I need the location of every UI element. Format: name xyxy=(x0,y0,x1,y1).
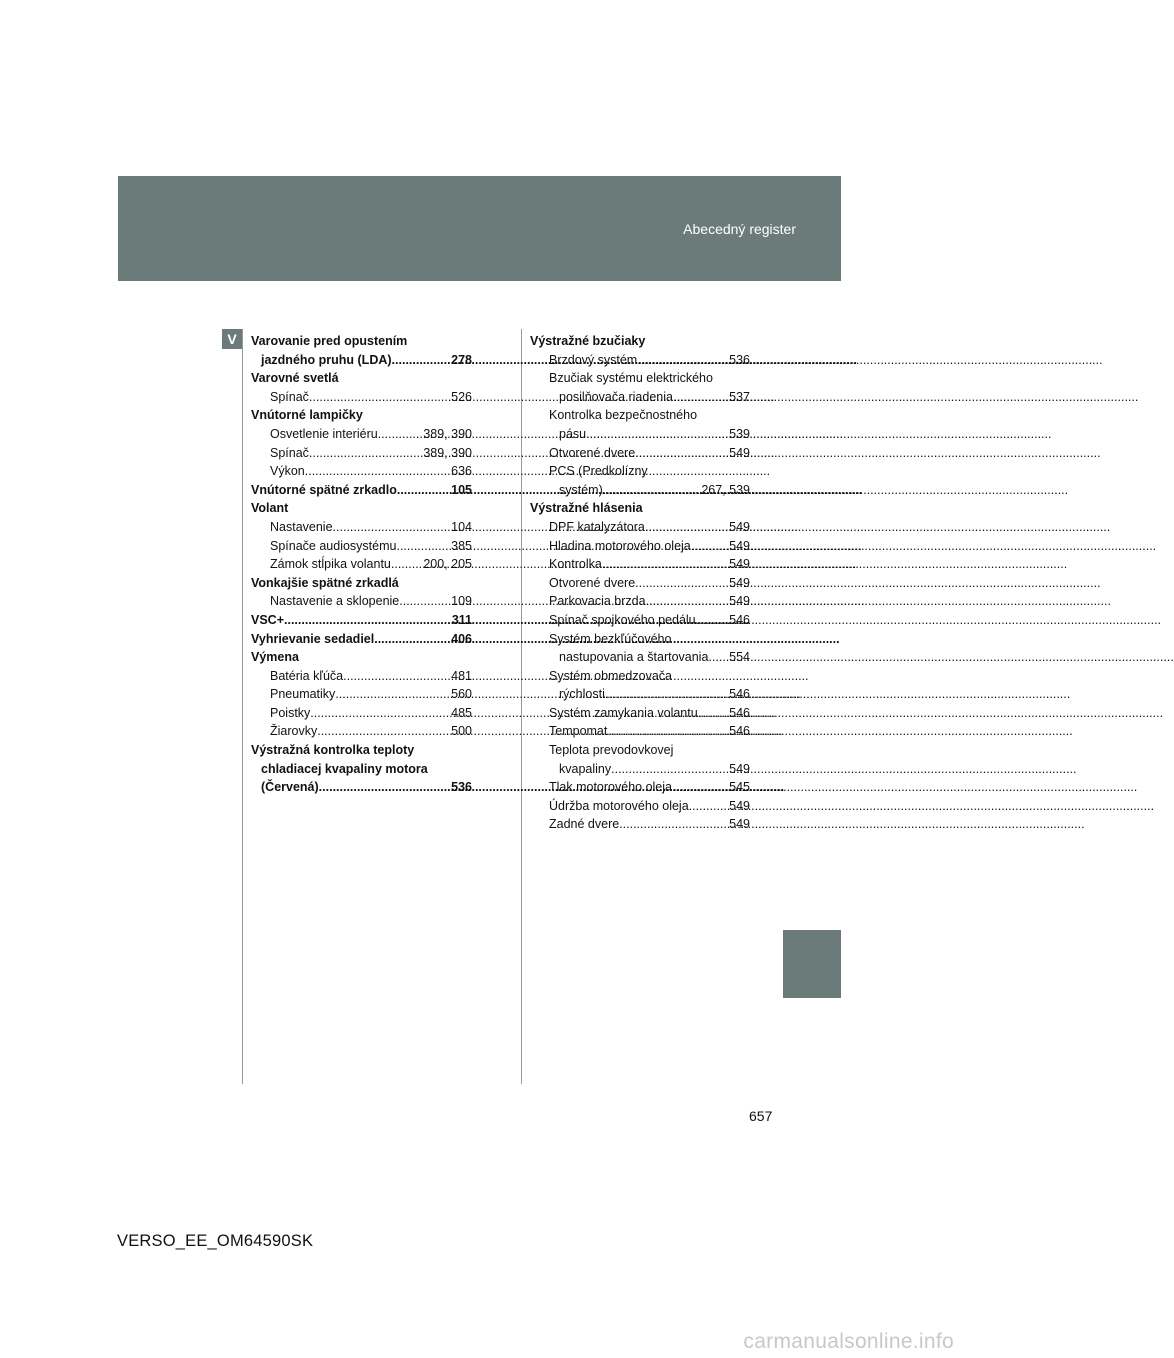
index-entry xyxy=(530,722,750,741)
dot-leader xyxy=(284,611,452,630)
index-column-left xyxy=(251,332,472,797)
index-entry xyxy=(251,555,472,574)
chapter-thumb-tab xyxy=(783,930,841,998)
index-entry-label: jazdného pruhu (LDA) xyxy=(261,352,392,367)
dot-leader xyxy=(645,518,729,537)
dot-leader xyxy=(378,425,424,444)
dot-leader xyxy=(619,815,729,834)
index-entry-label: Varovné svetlá xyxy=(251,371,339,386)
index-entry xyxy=(251,537,472,556)
index-entry xyxy=(251,760,472,779)
index-entry xyxy=(251,722,472,741)
index-entry-label: Systém zamykania volantu xyxy=(549,705,698,720)
index-entry-page: 105 xyxy=(451,482,472,497)
index-entry-label: Batéria kľúča xyxy=(270,668,344,683)
index-entry-page: 549 xyxy=(729,538,750,553)
index-entry xyxy=(530,369,750,388)
index-entry xyxy=(530,685,750,704)
index-letter-badge: V xyxy=(222,329,242,349)
index-entry-label: Volant xyxy=(251,501,289,516)
index-entry xyxy=(530,574,750,593)
index-entry-label: nastupovania a štartovania xyxy=(559,650,709,665)
header-band xyxy=(118,176,841,281)
index-entry-page: 549 xyxy=(729,557,750,572)
index-entry-label: Výstražné hlásenia xyxy=(530,501,643,516)
index-entry-label: Vnútorné spätné zrkadlo xyxy=(251,482,397,497)
index-entry-label: Pneumatiky xyxy=(270,687,336,702)
index-column-right xyxy=(530,332,750,834)
index-entry xyxy=(251,332,472,351)
dot-leader xyxy=(691,537,729,556)
index-entry-label: pásu xyxy=(559,426,587,441)
index-entry-label: Spínač xyxy=(270,445,309,460)
index-entry-page: 549 xyxy=(729,798,750,813)
dot-leader xyxy=(637,351,729,370)
dot-leader xyxy=(646,592,730,611)
dot-leader xyxy=(602,555,729,574)
dot-leader xyxy=(396,537,451,556)
index-entry-label: systém) xyxy=(559,482,603,497)
dot-leader xyxy=(673,388,729,407)
index-entry-page: 536 xyxy=(451,780,472,795)
index-entry-page: 536 xyxy=(729,352,750,367)
index-entry-page: 549 xyxy=(729,594,750,609)
index-entry xyxy=(530,760,750,779)
dot-leader xyxy=(607,722,729,741)
index-entry-label: Osvetlenie interiéru xyxy=(270,426,378,441)
index-entry xyxy=(251,369,472,388)
index-entry xyxy=(530,778,750,797)
page-number: 657 xyxy=(749,1108,773,1124)
index-entry xyxy=(251,592,472,611)
index-entry-label: posilňovača riadenia xyxy=(559,389,673,404)
index-entry-label: Výstražné bzučiaky xyxy=(530,334,646,348)
index-entry-label: chladiacej kvapaliny motora xyxy=(261,761,428,776)
index-entry-page: 554 xyxy=(729,650,750,665)
index-entry-label: Parkovacia brzda xyxy=(549,594,646,609)
watermark: carmanualsonline.info xyxy=(743,1330,954,1353)
index-entry-label: Varovanie pred opustením xyxy=(251,334,408,348)
index-entry-page: 545 xyxy=(729,780,750,795)
index-entry-label: Vnútorné lampičky xyxy=(251,408,363,423)
index-entry-label: (Červená) xyxy=(261,780,319,795)
index-entry-label: Výkon xyxy=(270,464,305,479)
index-entry-page: 500 xyxy=(451,724,472,739)
dot-leader xyxy=(611,760,729,779)
index-entry xyxy=(530,351,750,370)
dot-leader xyxy=(672,778,729,797)
dot-leader xyxy=(399,592,451,611)
dot-leader xyxy=(698,704,729,723)
dot-leader xyxy=(309,444,423,463)
index-entry-page: 549 xyxy=(729,519,750,534)
index-entry xyxy=(530,537,750,556)
index-entry-label: Kontrolka xyxy=(549,557,602,572)
index-entry xyxy=(251,778,472,797)
index-entry-page: 546 xyxy=(729,612,750,627)
dot-leader xyxy=(374,630,451,649)
left-column-rule xyxy=(242,329,243,1084)
index-entry-label: Zámok stĺpika volantu xyxy=(270,557,391,572)
index-entry xyxy=(251,741,472,760)
dot-leader xyxy=(392,351,452,370)
index-entry xyxy=(251,462,472,481)
index-entry-page: 406 xyxy=(451,631,472,646)
index-entry xyxy=(530,611,750,630)
index-entry-label: Nastavenie a sklopenie xyxy=(270,594,400,609)
index-entry xyxy=(530,592,750,611)
index-entry-page: 526 xyxy=(451,389,472,404)
dot-leader xyxy=(317,722,451,741)
index-entry xyxy=(530,797,750,816)
index-entry-label: rýchlosti xyxy=(559,687,605,702)
index-entry-label: Bzučiak systému elektrického xyxy=(549,371,713,386)
index-entry-label: Údržba motorového oleja xyxy=(549,798,689,813)
index-entry xyxy=(530,648,750,667)
index-entry xyxy=(530,704,750,723)
dot-leader xyxy=(310,704,451,723)
dot-leader xyxy=(335,685,451,704)
index-entry-page: 311 xyxy=(451,612,472,627)
dot-leader xyxy=(397,481,451,500)
index-entry-label: Výstražná kontrolka teploty xyxy=(251,743,415,758)
index-entry-label: Spínač spojkového pedálu xyxy=(549,612,696,627)
index-entry xyxy=(251,648,472,667)
index-entry-label: Hladina motorového oleja xyxy=(549,538,691,553)
index-entry-page: 549 xyxy=(729,575,750,590)
index-entry-label: Spínač xyxy=(270,389,309,404)
index-entry-page: 278 xyxy=(451,352,472,367)
index-entry-label: Kontrolka bezpečnostného xyxy=(549,408,698,423)
index-entry-page: 560 xyxy=(451,687,472,702)
index-entry xyxy=(251,481,472,500)
index-entry-label: Systém bezkľúčového xyxy=(549,631,672,646)
index-entry-page: 549 xyxy=(729,817,750,832)
index-entry-label: VSC+ xyxy=(251,612,285,627)
index-entry xyxy=(251,406,472,425)
index-entry xyxy=(530,741,750,760)
index-entry-page: 549 xyxy=(729,761,750,776)
index-entry-page: 546 xyxy=(729,724,750,739)
dot-leader xyxy=(696,611,730,630)
dot-leader xyxy=(333,518,452,537)
index-entry xyxy=(530,444,750,463)
index-entry-page: 546 xyxy=(729,687,750,702)
index-entry xyxy=(251,630,472,649)
dot-leader xyxy=(309,388,451,407)
dot-leader xyxy=(635,444,729,463)
index-entry-label: Tlak motorového oleja xyxy=(549,780,672,795)
index-entry-page: 546 xyxy=(729,705,750,720)
index-entry xyxy=(530,425,750,444)
dot-leader xyxy=(343,667,451,686)
index-entry-label: PCS (Predkolízny xyxy=(549,464,648,479)
index-entry xyxy=(530,630,750,649)
dot-leader xyxy=(689,797,729,816)
index-entry-label: Tempomat xyxy=(549,724,608,739)
index-entry-page: 539 xyxy=(729,426,750,441)
index-entry xyxy=(251,611,472,630)
dot-leader xyxy=(603,481,702,500)
document-code: VERSO_EE_OM64590SK xyxy=(117,1232,314,1250)
index-entry xyxy=(530,815,750,834)
index-entry-label: Otvorené dvere xyxy=(549,575,636,590)
index-entry xyxy=(530,388,750,407)
index-entry-label: Žiarovky xyxy=(270,724,318,739)
dot-leader xyxy=(391,555,423,574)
section-title: Abecedný register xyxy=(683,221,796,237)
index-entry-page: 389, 390 xyxy=(423,445,472,460)
index-entry-page: 481 xyxy=(451,668,472,683)
index-entry xyxy=(530,406,750,425)
dot-leader xyxy=(305,462,451,481)
index-entry-label: Systém obmedzovača xyxy=(549,668,672,683)
dot-leader xyxy=(605,685,729,704)
index-entry-page: 389, 390 xyxy=(423,426,472,441)
index-entry xyxy=(251,425,472,444)
index-entry-label: kvapaliny xyxy=(559,761,612,776)
index-entry-label: Teplota prevodovkovej xyxy=(549,743,674,758)
index-entry-page: 385 xyxy=(451,538,472,553)
index-entry-page: 537 xyxy=(729,389,750,404)
index-entry-label: Vyhrievanie sedadiel xyxy=(251,631,375,646)
index-entry-page: 267, 539 xyxy=(701,482,750,497)
index-entry-label: Brzdový systém xyxy=(549,352,638,367)
index-entry-label: Poistky xyxy=(270,705,311,720)
index-entry xyxy=(530,332,750,351)
index-entry-page: 485 xyxy=(451,705,472,720)
index-entry-label: DPF katalyzátora xyxy=(549,519,645,534)
index-entry-page: 200, 205 xyxy=(423,557,472,572)
dot-leader xyxy=(635,574,729,593)
index-entry xyxy=(251,388,472,407)
index-entry xyxy=(530,555,750,574)
index-entry xyxy=(251,685,472,704)
index-entry xyxy=(530,481,750,500)
dot-leader xyxy=(319,778,451,797)
index-entry-page: 104 xyxy=(451,519,472,534)
index-entry xyxy=(530,518,750,537)
index-entry-label: Nastavenie xyxy=(270,519,333,534)
index-entry xyxy=(251,351,472,370)
index-entry xyxy=(251,518,472,537)
index-entry xyxy=(251,444,472,463)
index-entry xyxy=(251,499,472,518)
index-entry xyxy=(251,704,472,723)
index-entry-label: Spínače audiosystému xyxy=(270,538,397,553)
index-entry xyxy=(530,499,750,518)
index-entry-label: Zadné dvere xyxy=(549,817,620,832)
index-entry-page: 636 xyxy=(451,464,472,479)
dot-leader xyxy=(586,425,729,444)
index-entry xyxy=(251,574,472,593)
dot-leader xyxy=(708,648,729,667)
index-entry xyxy=(530,462,750,481)
index-entry-label: Vonkajšie spätné zrkadlá xyxy=(251,575,399,590)
index-entry-page: 109 xyxy=(451,594,472,609)
index-entry xyxy=(530,667,750,686)
index-entry-label: Výmena xyxy=(251,650,299,665)
index-entry-label: Otvorené dvere xyxy=(549,445,636,460)
index-entry xyxy=(251,667,472,686)
index-entry-page: 549 xyxy=(729,445,750,460)
